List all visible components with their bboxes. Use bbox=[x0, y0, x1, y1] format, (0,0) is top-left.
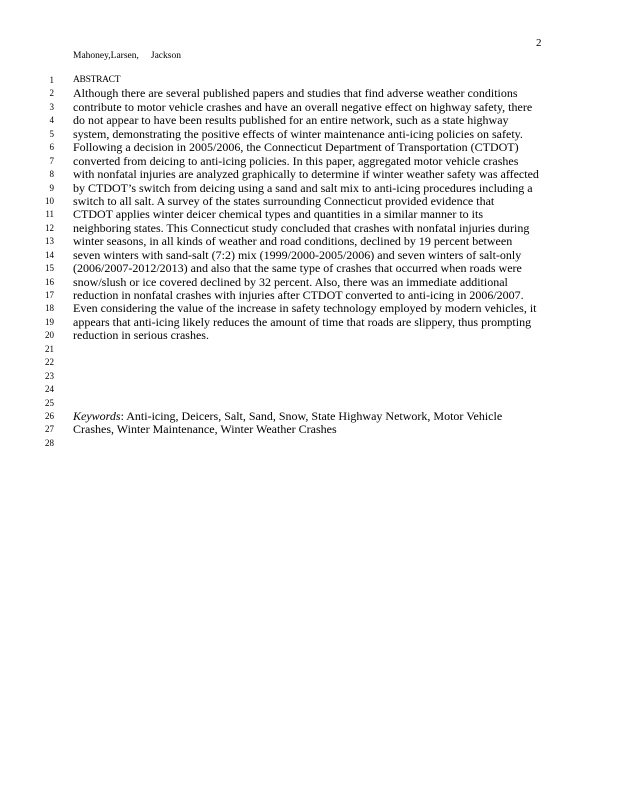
line-number: 8 bbox=[49, 169, 54, 180]
abstract-line: switch to all salt. A survey of the states surrounding Connecticut provided evidence that bbox=[73, 193, 495, 208]
line-number: 20 bbox=[45, 330, 54, 341]
line-number: 4 bbox=[49, 115, 54, 126]
abstract-line: snow/slush or ice covered declined by 32 percent. Also, there was an immediate additional bbox=[73, 274, 508, 289]
abstract-line: appears that anti-icing likely reduces the amount of time that roads are slippery, thus prompting bbox=[73, 314, 532, 329]
line-number: 11 bbox=[45, 209, 54, 220]
line-number: 5 bbox=[49, 128, 54, 139]
abstract-line: winter seasons, in all kinds of weather and road conditions, declined by 19 percent between bbox=[73, 234, 513, 249]
blank-line bbox=[73, 343, 608, 356]
abstract-line: neighboring states. This Connecticut study concluded that crashes with nonfatal injuries during bbox=[73, 220, 530, 235]
blank-line bbox=[73, 397, 608, 410]
line-number: 14 bbox=[45, 249, 54, 260]
abstract-line: Even considering the value of the increase in safety technology employed by modern vehicles, it bbox=[73, 301, 537, 316]
abstract-line: converted from deicing to anti-icing policies. In this paper, aggregated motor vehicle crashes bbox=[73, 153, 519, 168]
line-number: 13 bbox=[45, 236, 54, 247]
line-number: 22 bbox=[45, 357, 54, 368]
abstract-line: CTDOT applies winter deicer chemical types and quantities in a similar manner to its bbox=[73, 207, 483, 222]
abstract-line: with nonfatal injuries are analyzed graphically to determine if winter weather safety was affected bbox=[73, 167, 539, 182]
keywords-label: Keywords bbox=[73, 408, 121, 423]
line-number: 10 bbox=[45, 195, 54, 206]
running-head bbox=[73, 51, 181, 61]
line-number: 15 bbox=[45, 263, 54, 274]
line-number: 17 bbox=[45, 290, 54, 300]
running-head-author2: Jackson bbox=[150, 51, 181, 61]
running-head-authors: Mahoney,Larsen, bbox=[73, 51, 139, 61]
abstract-line: Although there are several published papers and studies that find adverse weather conditions bbox=[73, 86, 518, 101]
abstract-line: contribute to motor vehicle crashes and have an overall negative effect on highway safety, there bbox=[73, 99, 533, 114]
line-number: 16 bbox=[45, 276, 54, 287]
line-number: 3 bbox=[49, 101, 54, 112]
line-number: 26 bbox=[45, 410, 54, 421]
line-number: 21 bbox=[45, 343, 54, 354]
line-numbers bbox=[40, 74, 54, 450]
line-number: 7 bbox=[49, 155, 54, 166]
keywords-line-2: Crashes, Winter Maintenance, Winter Weather Crashes bbox=[73, 422, 337, 437]
abstract-line: do not appear to have been results published for an entire network, such as a state highway bbox=[73, 113, 509, 128]
blank-line bbox=[73, 370, 608, 383]
line-number: 25 bbox=[45, 397, 54, 408]
line-number: 1 bbox=[49, 75, 54, 85]
line-number: 19 bbox=[45, 316, 54, 327]
blank-line bbox=[73, 437, 608, 450]
abstract-section bbox=[73, 74, 608, 450]
abstract-heading: ABSTRACT bbox=[73, 75, 121, 85]
abstract-line: reduction in nonfatal crashes with injuries after CTDOT converted to anti-icing in 2006/2007. bbox=[73, 288, 524, 302]
line-number: 6 bbox=[49, 142, 54, 153]
keywords-line-1 bbox=[73, 410, 608, 423]
line-number: 2 bbox=[49, 88, 54, 99]
abstract-line: system, demonstrating the positive effects of winter maintenance anti-icing policies on safety. bbox=[73, 126, 523, 141]
abstract-line: reduction in serious crashes. bbox=[73, 328, 209, 343]
line-number: 23 bbox=[45, 370, 54, 381]
abstract-line: seven winters with sand-salt (7:2) mix (1999/2000-2005/2006) and seven winters of salt-only bbox=[73, 247, 522, 262]
page-number: 2 bbox=[536, 37, 542, 49]
abstract-line: Following a decision in 2005/2006, the Connecticut Department of Transportation (CTDOT) bbox=[73, 140, 519, 155]
line-number: 28 bbox=[45, 437, 54, 448]
keywords-text: : Anti-icing, Deicers, Salt, Sand, Snow, State Highway Network, Motor Vehicle bbox=[120, 408, 503, 423]
blank-line bbox=[73, 383, 608, 396]
blank-line bbox=[73, 356, 608, 369]
abstract-line: by CTDOT’s switch from deicing using a sand and salt mix to anti-icing procedures including a bbox=[73, 180, 533, 195]
line-number: 9 bbox=[49, 182, 54, 193]
line-number: 18 bbox=[45, 303, 54, 314]
line-number: 12 bbox=[45, 222, 54, 233]
abstract-line: (2006/2007-2012/2013) and also that the same type of crashes that occurred when roads were bbox=[73, 261, 522, 276]
line-number: 27 bbox=[45, 424, 54, 435]
line-number: 24 bbox=[45, 384, 54, 395]
